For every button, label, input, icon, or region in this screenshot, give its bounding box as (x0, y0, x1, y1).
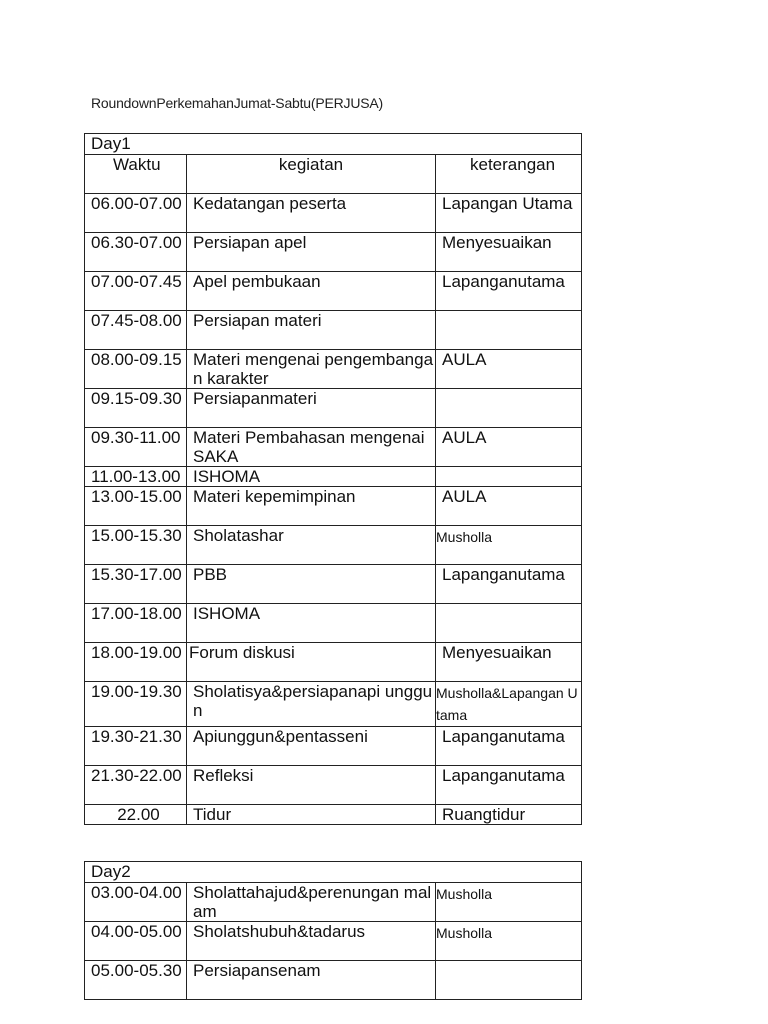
schedule-row (85, 682, 582, 727)
cell-waktu: 18.00-19.00 (85, 643, 187, 682)
cell-keterangan: Musholla (436, 526, 582, 565)
cell-kegiatan: Refleksi (187, 766, 436, 805)
cell-keterangan: Menyesuaikan (436, 233, 582, 272)
cell-waktu: 22.00 (85, 805, 187, 825)
cell-keterangan: Lapanganutama (436, 727, 582, 766)
schedule-row (85, 389, 582, 428)
cell-waktu: 19.30-21.30 (85, 727, 187, 766)
schedule-row (85, 467, 582, 487)
cell-kegiatan: Materi mengenai pengembangan karakter (187, 350, 436, 389)
schedule-row (85, 961, 582, 1000)
schedule-row (85, 526, 582, 565)
cell-keterangan (436, 311, 582, 350)
cell-waktu: 04.00-05.00 (85, 922, 187, 961)
cell-keterangan: Lapanganutama (436, 272, 582, 311)
cell-keterangan: Lapangan Utama (436, 194, 582, 233)
schedule-row (85, 311, 582, 350)
header-waktu: Waktu (85, 155, 187, 194)
header-row (85, 155, 582, 194)
cell-waktu: 13.00-15.00 (85, 487, 187, 526)
schedule-row (85, 922, 582, 961)
schedule-row (85, 565, 582, 604)
cell-kegiatan: Materi kepemimpinan (187, 487, 436, 526)
cell-kegiatan: ISHOMA (187, 467, 436, 487)
header-kegiatan: kegiatan (187, 155, 436, 194)
cell-kegiatan: Kedatangan peserta (187, 194, 436, 233)
schedule-row (85, 428, 582, 467)
cell-keterangan (436, 604, 582, 643)
schedule-row (85, 350, 582, 389)
day-label: Day1 (85, 134, 582, 155)
schedule-row (85, 766, 582, 805)
cell-waktu: 15.30-17.00 (85, 565, 187, 604)
cell-kegiatan: PBB (187, 565, 436, 604)
day1-schedule-table (84, 133, 582, 825)
cell-keterangan (436, 389, 582, 428)
schedule-row (85, 643, 582, 682)
schedule-row (85, 883, 582, 922)
day-label-row (85, 134, 582, 155)
cell-kegiatan: Forum diskusi (187, 643, 436, 682)
cell-waktu: 05.00-05.30 (85, 961, 187, 1000)
cell-waktu: 06.00-07.00 (85, 194, 187, 233)
schedule-row (85, 487, 582, 526)
schedule-row (85, 604, 582, 643)
cell-waktu: 11.00-13.00 (85, 467, 187, 487)
cell-kegiatan: Apel pembukaan (187, 272, 436, 311)
cell-waktu: 09.30-11.00 (85, 428, 187, 467)
cell-keterangan: Musholla&Lapangan Utama (436, 682, 582, 727)
header-keterangan: keterangan (436, 155, 582, 194)
cell-keterangan (436, 961, 582, 1000)
cell-waktu: 09.15-09.30 (85, 389, 187, 428)
cell-kegiatan: Apiunggun&pentasseni (187, 727, 436, 766)
cell-kegiatan: Persiapanmateri (187, 389, 436, 428)
schedule-row (85, 272, 582, 311)
cell-kegiatan: Materi Pembahasan mengenai SAKA (187, 428, 436, 467)
schedule-row (85, 233, 582, 272)
cell-waktu: 06.30-07.00 (85, 233, 187, 272)
cell-kegiatan: Tidur (187, 805, 436, 825)
cell-waktu: 08.00-09.15 (85, 350, 187, 389)
cell-keterangan: Musholla (436, 883, 582, 922)
cell-keterangan: Lapanganutama (436, 766, 582, 805)
cell-keterangan: AULA (436, 487, 582, 526)
cell-waktu: 03.00-04.00 (85, 883, 187, 922)
cell-waktu: 19.00-19.30 (85, 682, 187, 727)
schedule-row (85, 194, 582, 233)
day2-schedule-table (84, 861, 582, 1000)
day-label-row (85, 862, 582, 883)
cell-kegiatan: Sholatashar (187, 526, 436, 565)
cell-kegiatan: Persiapansenam (187, 961, 436, 1000)
cell-waktu: 15.00-15.30 (85, 526, 187, 565)
cell-keterangan: Musholla (436, 922, 582, 961)
cell-waktu: 07.00-07.45 (85, 272, 187, 311)
schedule-row (85, 805, 582, 825)
cell-waktu: 07.45-08.00 (85, 311, 187, 350)
cell-keterangan: AULA (436, 428, 582, 467)
cell-waktu: 21.30-22.00 (85, 766, 187, 805)
cell-kegiatan: Persiapan materi (187, 311, 436, 350)
schedule-row (85, 727, 582, 766)
cell-waktu: 17.00-18.00 (85, 604, 187, 643)
cell-keterangan (436, 467, 582, 487)
cell-kegiatan: Sholattahajud&perenungan malam (187, 883, 436, 922)
cell-keterangan: Menyesuaikan (436, 643, 582, 682)
day-label: Day2 (85, 862, 582, 883)
cell-keterangan: Ruangtidur (436, 805, 582, 825)
cell-kegiatan: Persiapan apel (187, 233, 436, 272)
cell-keterangan: Lapanganutama (436, 565, 582, 604)
cell-kegiatan: Sholatisya&persiapanapi unggun (187, 682, 436, 727)
cell-kegiatan: ISHOMA (187, 604, 436, 643)
cell-keterangan: AULA (436, 350, 582, 389)
document-title: RoundownPerkemahanJumat-Sabtu(PERJUSA) (91, 95, 383, 111)
cell-kegiatan: Sholatshubuh&tadarus (187, 922, 436, 961)
